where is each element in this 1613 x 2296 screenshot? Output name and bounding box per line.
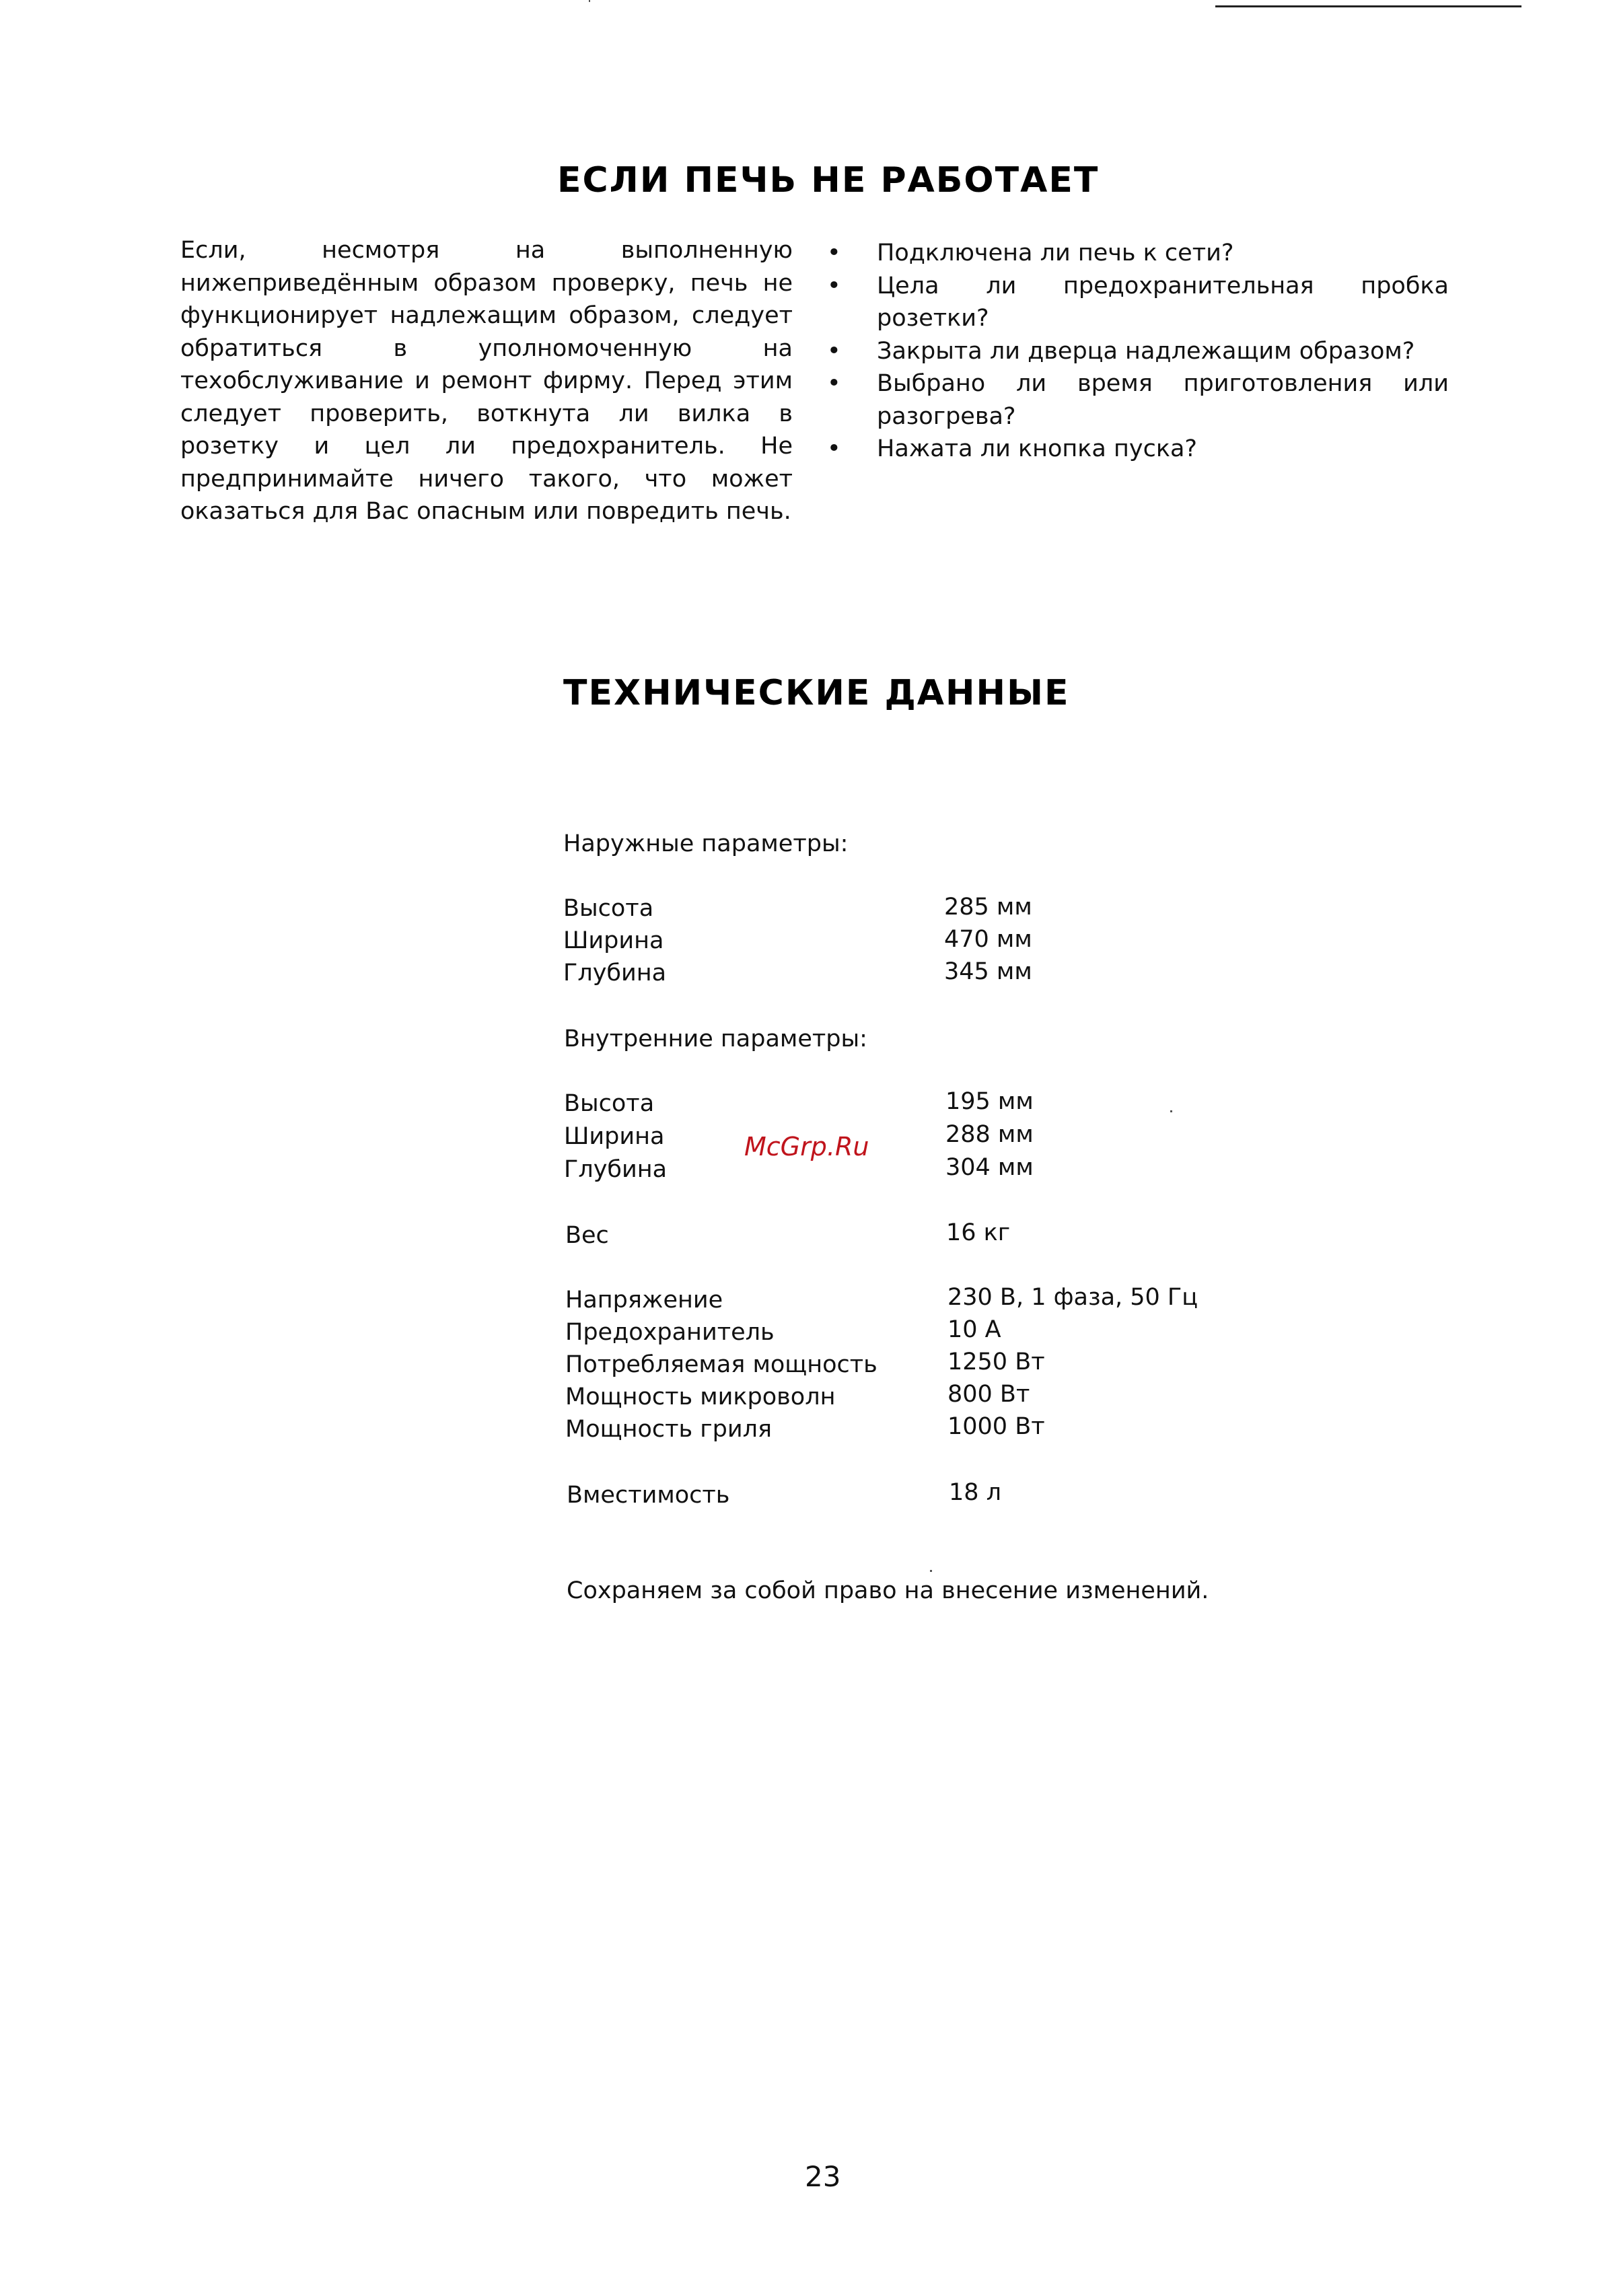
external-heading: Наружные параметры: [563, 830, 849, 857]
spec-value: 285 мм [944, 894, 1032, 921]
spec-value: 1250 Вт [947, 1349, 1045, 1375]
checklist-item-text: Закрыта ли дверца надлежащим образом? [877, 337, 1415, 365]
scan-speck [589, 0, 590, 2]
spec-label: Ширина [563, 927, 664, 954]
top-rule [1215, 5, 1521, 7]
spec-label: Потребляемая мощность [565, 1351, 877, 1378]
spec-value: 800 Вт [947, 1381, 1030, 1408]
spec-label: Напряжение [565, 1287, 723, 1314]
internal-heading: Внутренние параметры: [564, 1026, 867, 1052]
section-title-not-working: ЕСЛИ ПЕЧЬ НЕ РАБОТАЕТ [557, 160, 1100, 201]
spec-label: Мощность гриля [565, 1416, 773, 1443]
checklist-item-text: Выбрано ли время приготовления или разогрева? [877, 370, 1449, 430]
checklist-item-text: Нажата ли кнопка пуска? [877, 435, 1197, 462]
spec-label: Мощность микроволн [565, 1384, 836, 1410]
spec-label: Ширина [564, 1123, 665, 1150]
page-number: 23 [805, 2160, 841, 2193]
spec-label: Вес [565, 1222, 609, 1249]
spec-value: 345 мм [944, 958, 1032, 985]
checklist-item [823, 433, 1449, 466]
checklist-item-text: Цела ли предохранительная пробка розетки? [877, 272, 1449, 332]
checklist [823, 237, 1449, 466]
spec-label: Вместимость [567, 1482, 730, 1509]
bullet-icon: • [827, 272, 841, 299]
spec-label: Высота [563, 895, 654, 922]
watermark: McGrp.Ru [744, 1132, 869, 1161]
spec-label: Глубина [563, 960, 667, 986]
spec-value: 16 кг [946, 1219, 1011, 1246]
scan-speck [1170, 1110, 1172, 1112]
spec-value: 18 л [949, 1479, 1002, 1506]
spec-value: 1000 Вт [947, 1413, 1045, 1440]
bullet-icon: • [827, 240, 841, 266]
troubleshooting-paragraph: Если, несмотря на выполненную нижеприведённым образом проверку, печь не функционирует надлежащим образом, следует обратиться в уполномоченную на техобслуживание и ремонт фирму. Перед этим следует проверить, воткнута ли вилка в розетку и цел ли предохранитель. Не предпринимайте ничего такого, что может оказаться для Вас опасным или повредить печь. [180, 237, 793, 525]
checklist-item [823, 335, 1449, 368]
bullet-icon: • [827, 337, 841, 365]
checklist-item-text: Подключена ли печь к сети? [877, 240, 1234, 266]
changes-note: Сохраняем за собой право на внесение изменений. [567, 1577, 1209, 1604]
bullet-icon: • [827, 370, 841, 397]
spec-label: Высота [564, 1090, 655, 1117]
spec-value: 10 А [947, 1316, 1001, 1343]
spec-value: 304 мм [945, 1154, 1034, 1181]
checklist-item [823, 237, 1449, 270]
spec-value: 470 мм [944, 926, 1032, 953]
spec-value: 288 мм [945, 1121, 1034, 1148]
spec-value: 195 мм [945, 1088, 1034, 1115]
checklist-item [823, 367, 1449, 433]
spec-label: Глубина [564, 1156, 668, 1183]
spec-label: Предохранитель [565, 1319, 775, 1346]
bullet-icon: • [827, 435, 841, 462]
section-title-technical-data: ТЕХНИЧЕСКИЕ ДАННЫЕ [563, 673, 1070, 713]
spec-value: 230 В, 1 фаза, 50 Гц [947, 1284, 1198, 1311]
checklist-item [823, 270, 1449, 335]
scan-speck [930, 1570, 932, 1572]
